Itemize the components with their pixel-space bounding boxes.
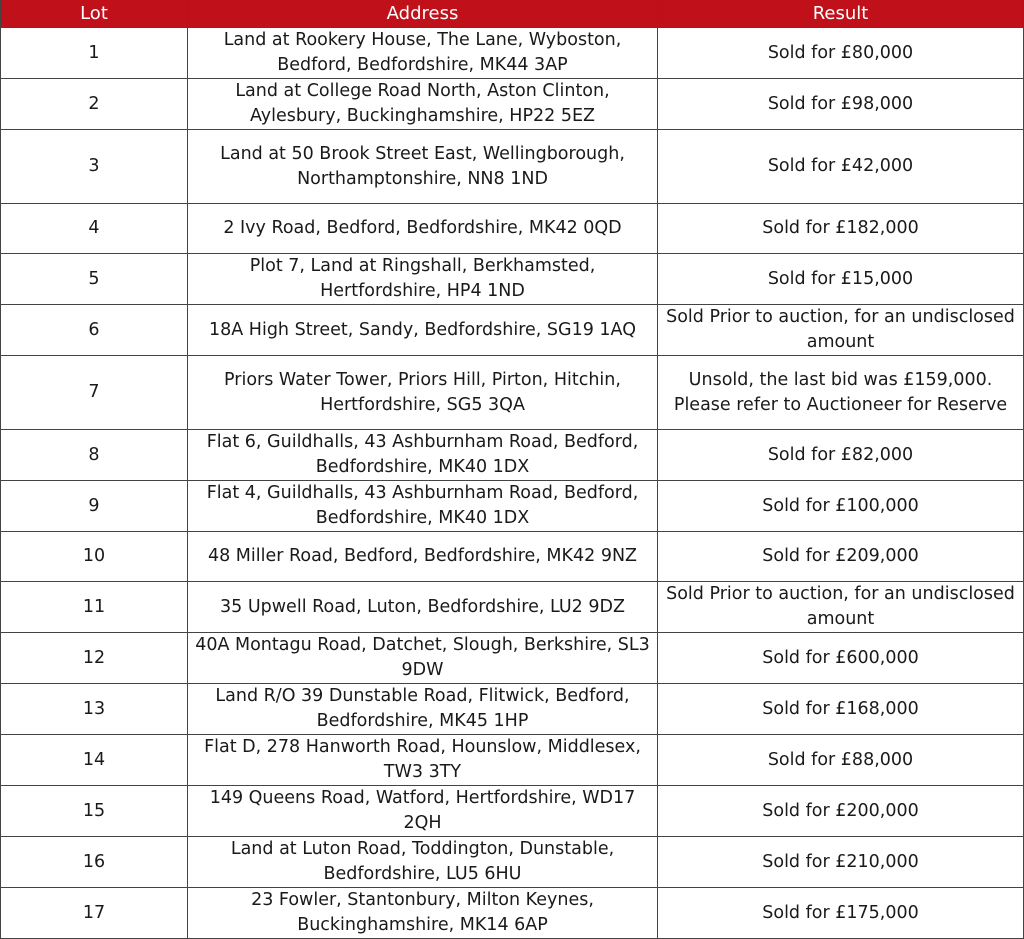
lot-cell: 10: [1, 532, 188, 582]
lot-cell: 16: [1, 837, 188, 888]
result-cell: Sold for £15,000: [658, 254, 1024, 305]
lot-cell: 11: [1, 582, 188, 633]
result-cell: Sold for £200,000: [658, 786, 1024, 837]
lot-cell: 7: [1, 356, 188, 430]
result-cell: Sold for £82,000: [658, 430, 1024, 481]
address-cell: Plot 7, Land at Ringshall, Berkhamsted, Hertfordshire, HP4 1ND: [188, 254, 658, 305]
result-cell: Sold for £175,000: [658, 888, 1024, 939]
address-cell: Land at 50 Brook Street East, Wellingborough, Northamptonshire, NN8 1ND: [188, 130, 658, 204]
table-row: [1, 786, 1024, 837]
address-cell: 48 Miller Road, Bedford, Bedfordshire, MK42 9NZ: [188, 532, 658, 582]
table-row: [1, 430, 1024, 481]
lot-cell: 13: [1, 684, 188, 735]
header-row: [1, 0, 1024, 28]
lot-cell: 8: [1, 430, 188, 481]
result-cell: Sold for £88,000: [658, 735, 1024, 786]
lot-cell: 15: [1, 786, 188, 837]
address-cell: Land at College Road North, Aston Clinton, Aylesbury, Buckinghamshire, HP22 5EZ: [188, 79, 658, 130]
table-row: [1, 633, 1024, 684]
table-row: [1, 837, 1024, 888]
result-cell: Sold for £600,000: [658, 633, 1024, 684]
table-row: [1, 254, 1024, 305]
address-cell: Land R/O 39 Dunstable Road, Flitwick, Bedford, Bedfordshire, MK45 1HP: [188, 684, 658, 735]
address-cell: 23 Fowler, Stantonbury, Milton Keynes, Buckinghamshire, MK14 6AP: [188, 888, 658, 939]
result-column-header: Result: [658, 0, 1024, 28]
table-row: [1, 888, 1024, 939]
lot-cell: 2: [1, 79, 188, 130]
lot-cell: 14: [1, 735, 188, 786]
address-cell: Flat D, 278 Hanworth Road, Hounslow, Middlesex, TW3 3TY: [188, 735, 658, 786]
table-row: [1, 684, 1024, 735]
table-row: [1, 305, 1024, 356]
table-row: [1, 79, 1024, 130]
table-row: [1, 130, 1024, 204]
result-cell: Sold for £98,000: [658, 79, 1024, 130]
address-cell: 40A Montagu Road, Datchet, Slough, Berkshire, SL3 9DW: [188, 633, 658, 684]
table-row: [1, 356, 1024, 430]
lot-cell: 12: [1, 633, 188, 684]
lot-cell: 17: [1, 888, 188, 939]
table-row: [1, 481, 1024, 532]
address-column-header: Address: [188, 0, 658, 28]
lot-cell: 1: [1, 28, 188, 79]
address-cell: Flat 4, Guildhalls, 43 Ashburnham Road, Bedford, Bedfordshire, MK40 1DX: [188, 481, 658, 532]
lot-column-header: Lot: [1, 0, 188, 28]
result-cell: Sold Prior to auction, for an undisclosed amount: [658, 305, 1024, 356]
lot-cell: 6: [1, 305, 188, 356]
table-row: [1, 28, 1024, 79]
table-row: [1, 582, 1024, 633]
table-row: [1, 204, 1024, 254]
lot-cell: 4: [1, 204, 188, 254]
address-cell: Land at Luton Road, Toddington, Dunstable, Bedfordshire, LU5 6HU: [188, 837, 658, 888]
address-cell: Flat 6, Guildhalls, 43 Ashburnham Road, Bedford, Bedfordshire, MK40 1DX: [188, 430, 658, 481]
result-cell: Sold for £100,000: [658, 481, 1024, 532]
result-cell: Unsold, the last bid was £159,000. Please refer to Auctioneer for Reserve: [658, 356, 1024, 430]
address-cell: 35 Upwell Road, Luton, Bedfordshire, LU2 9DZ: [188, 582, 658, 633]
table-row: [1, 532, 1024, 582]
address-cell: Priors Water Tower, Priors Hill, Pirton, Hitchin, Hertfordshire, SG5 3QA: [188, 356, 658, 430]
result-cell: Sold for £182,000: [658, 204, 1024, 254]
address-cell: 2 Ivy Road, Bedford, Bedfordshire, MK42 0QD: [188, 204, 658, 254]
lot-cell: 9: [1, 481, 188, 532]
result-cell: Sold Prior to auction, for an undisclosed amount: [658, 582, 1024, 633]
lot-cell: 5: [1, 254, 188, 305]
result-cell: Sold for £210,000: [658, 837, 1024, 888]
address-cell: 18A High Street, Sandy, Bedfordshire, SG19 1AQ: [188, 305, 658, 356]
result-cell: Sold for £42,000: [658, 130, 1024, 204]
result-cell: Sold for £209,000: [658, 532, 1024, 582]
result-cell: Sold for £168,000: [658, 684, 1024, 735]
table-row: [1, 735, 1024, 786]
result-cell: Sold for £80,000: [658, 28, 1024, 79]
address-cell: 149 Queens Road, Watford, Hertfordshire, WD17 2QH: [188, 786, 658, 837]
lot-cell: 3: [1, 130, 188, 204]
address-cell: Land at Rookery House, The Lane, Wyboston, Bedford, Bedfordshire, MK44 3AP: [188, 28, 658, 79]
